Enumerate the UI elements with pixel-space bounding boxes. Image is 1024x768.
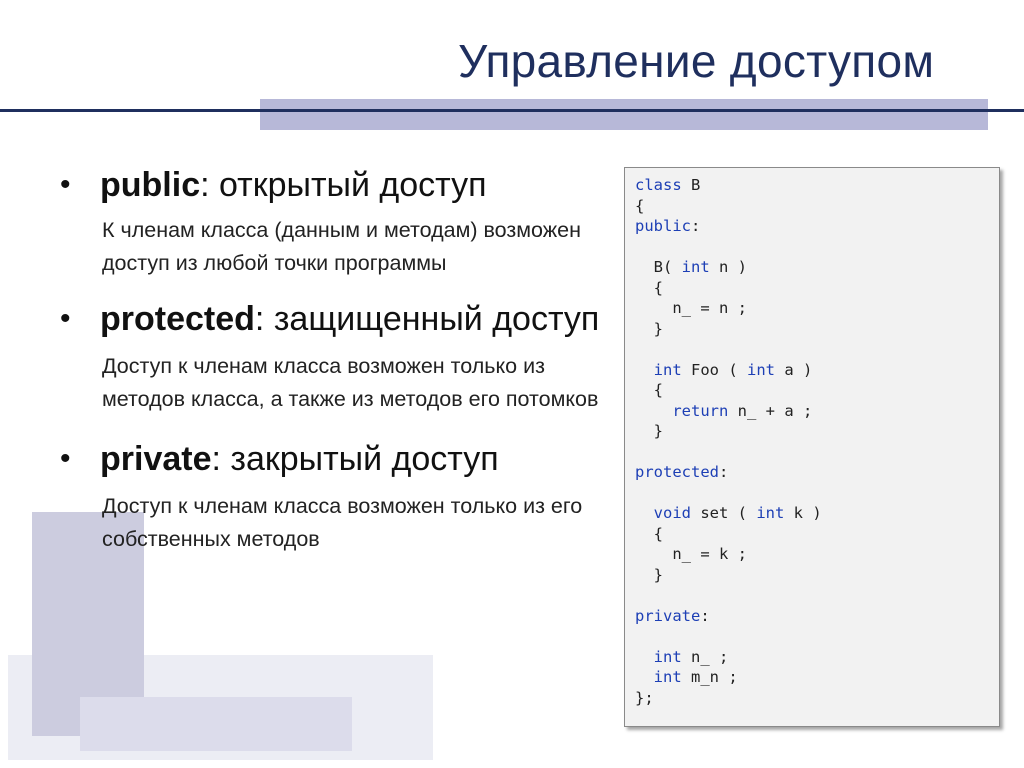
code-line (635, 381, 663, 399)
code-text: n ) (709, 258, 747, 276)
code-text: } (635, 565, 663, 584)
bullet-description: К членам класса (данным и методам) возможен доступ из любой точки программы (102, 218, 581, 275)
code-keyword: class (635, 176, 682, 194)
code-line (635, 197, 644, 215)
bullet-dot-icon: • (60, 442, 71, 475)
code-text: } (635, 319, 663, 338)
bullet-protected (60, 294, 620, 344)
code-listing (635, 175, 822, 708)
code-text: a ) (775, 360, 813, 379)
code-text (635, 361, 654, 379)
code-keyword: public (635, 217, 691, 235)
bullet-dot-icon: • (60, 168, 71, 201)
code-text (635, 504, 654, 522)
bullet-heading: : закрытый доступ (211, 440, 499, 478)
code-keyword: int (653, 360, 682, 379)
code-keyword: return (672, 401, 729, 420)
bullet-keyword: public (100, 166, 201, 204)
code-line (635, 504, 822, 522)
code-line (635, 525, 663, 543)
code-text: n_ + a ; (728, 401, 813, 420)
code-line (635, 668, 738, 686)
code-text: n_ = n ; (635, 299, 747, 317)
bullet-heading: : открытый доступ (200, 166, 487, 204)
code-line (635, 258, 747, 276)
code-line (635, 217, 700, 235)
code-text: B (681, 176, 701, 194)
code-keyword: int (756, 504, 785, 522)
code-text: B( (635, 258, 682, 276)
code-keyword: private (635, 606, 701, 625)
bullet-dot-icon: • (60, 302, 71, 335)
code-text: n_ = k ; (635, 545, 747, 563)
code-keyword: void (653, 504, 691, 522)
code-line (635, 320, 663, 338)
header-band-decoration (260, 99, 988, 130)
code-text: } (635, 422, 663, 440)
code-line (635, 689, 654, 707)
code-text (635, 668, 654, 686)
bullet-public (60, 160, 620, 210)
code-line (635, 607, 710, 625)
code-keyword: int (653, 668, 682, 686)
code-keyword: int (681, 258, 710, 276)
code-line (635, 361, 812, 379)
code-line (635, 279, 663, 297)
code-text (635, 648, 654, 666)
code-text: { (635, 278, 663, 297)
code-text: m_n ; (681, 668, 738, 686)
code-text: set ( (691, 504, 757, 522)
code-line (635, 402, 812, 420)
code-line (635, 422, 663, 440)
bullet-description: Доступ к членам класса возможен только из его собственных методов (102, 494, 583, 551)
code-line (635, 176, 700, 194)
code-keyword: int (747, 360, 775, 379)
code-text (635, 402, 672, 420)
code-line (635, 299, 747, 317)
code-keyword: int (653, 647, 682, 666)
bullet-keyword: protected (100, 300, 255, 338)
code-text: { (635, 381, 663, 399)
code-line (635, 463, 728, 481)
bullet-keyword: private (100, 440, 212, 478)
code-text: : (691, 217, 701, 235)
code-text: { (635, 524, 663, 543)
decor-block-bottom-inner (80, 697, 352, 751)
header-rule (0, 109, 1024, 112)
code-line (635, 566, 663, 584)
bullet-list (60, 160, 620, 556)
bullet-private (60, 434, 620, 484)
code-text: n_ ; (681, 647, 729, 666)
bullet-heading: : защищенный доступ (254, 300, 600, 338)
code-text: }; (635, 688, 654, 707)
code-text: k ) (784, 504, 822, 522)
code-keyword: protected (635, 463, 719, 481)
code-text: { (635, 196, 645, 215)
code-text: Foo ( (681, 360, 747, 379)
slide-title: Управление доступом (458, 35, 935, 87)
code-text: : (700, 606, 710, 625)
code-line (635, 545, 747, 563)
bullet-description: Доступ к членам класса возможен только из методов класса, а также из методов его потомков (102, 354, 599, 411)
code-line (635, 648, 728, 666)
code-text: : (719, 463, 729, 481)
code-panel (624, 167, 1000, 727)
